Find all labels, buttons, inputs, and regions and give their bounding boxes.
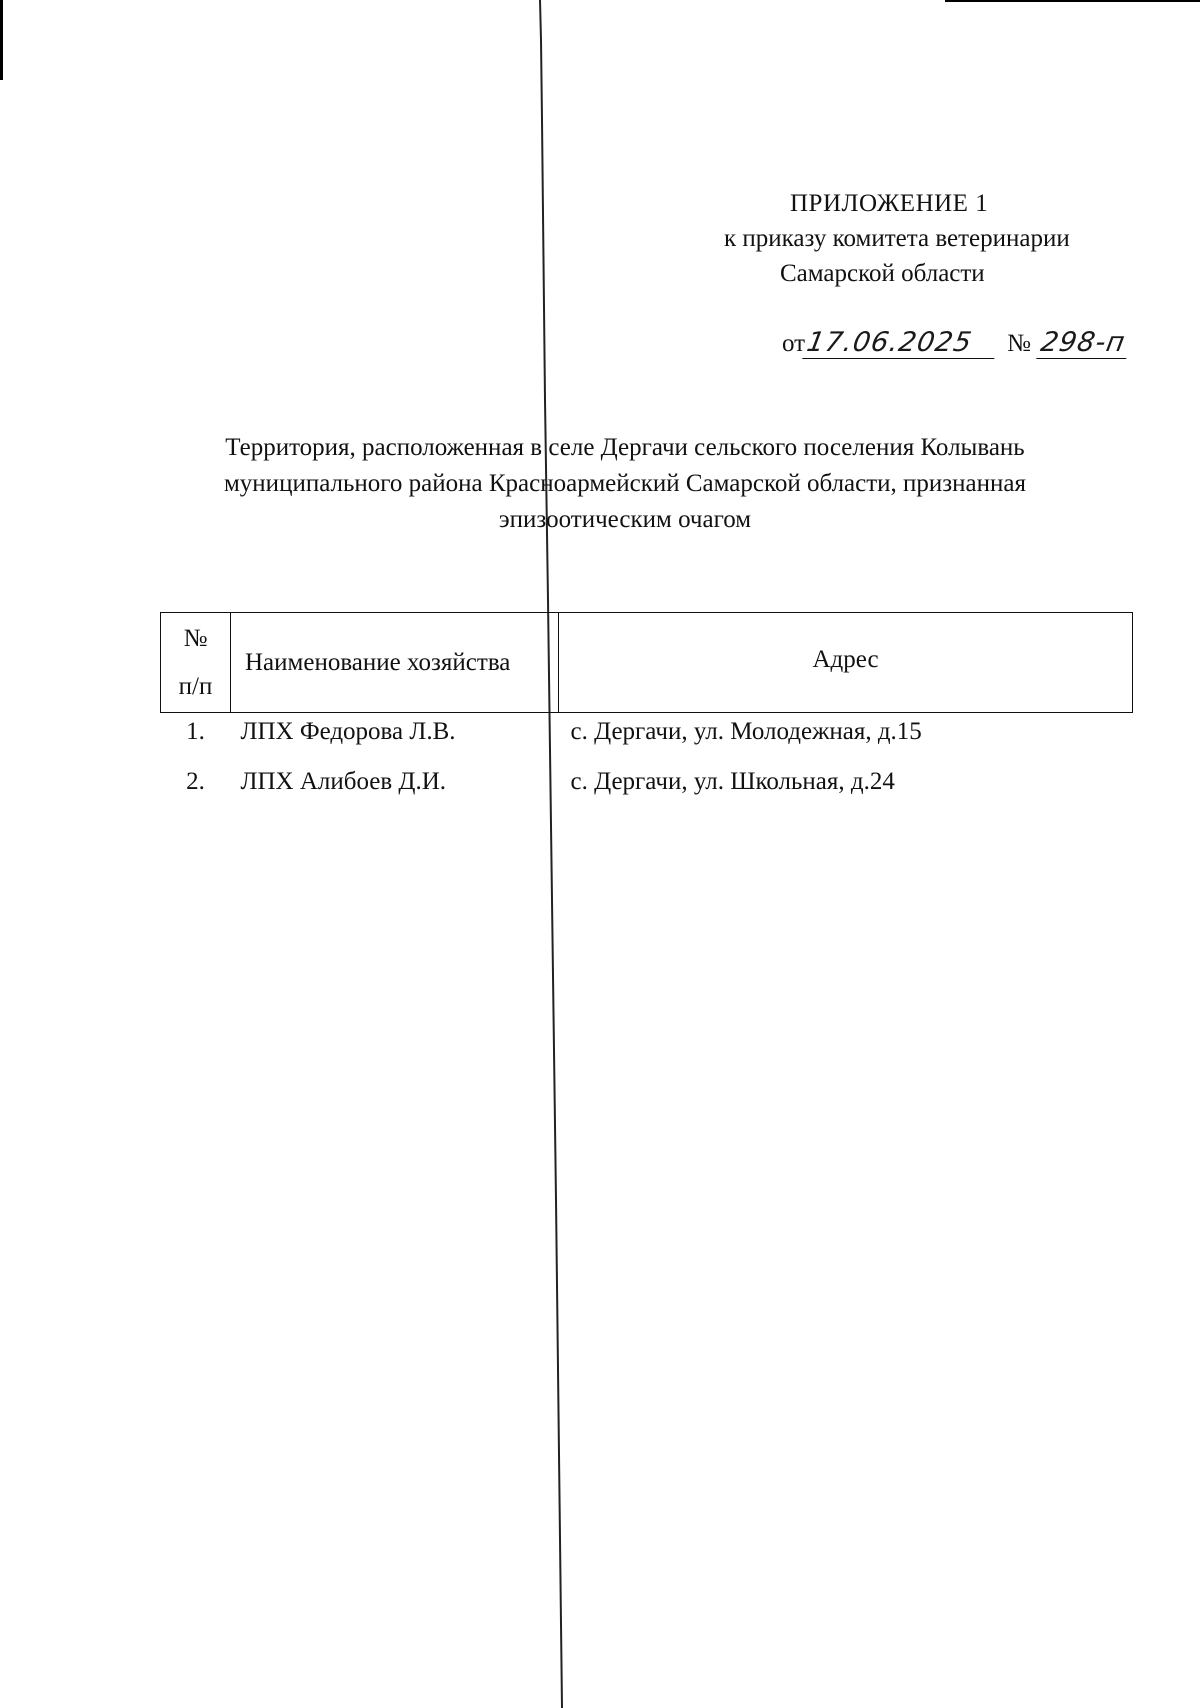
order-number: 298-п: [1036, 328, 1131, 359]
appendix-header: [690, 186, 1150, 291]
header-number: [161, 613, 231, 713]
row-address: с. Дергачи, ул. Школьная, д.24: [570, 767, 895, 795]
order-from-label: от: [782, 330, 806, 357]
row-address: с. Дергачи, ул. Молодежная, д.15: [570, 718, 922, 745]
header-number-pp: п/п: [178, 672, 213, 700]
title-line-1: Территория, расположенная в селе Дергачи сельского поселения Колывань: [225, 434, 1025, 461]
header-address: Адрес: [559, 613, 1133, 713]
appendix-title: ПРИЛОЖЕНИЕ 1: [790, 190, 989, 217]
row-number: 1.: [186, 718, 205, 745]
table-row: [161, 713, 1133, 763]
farms-table: [160, 612, 1133, 813]
header-number-sign: №: [183, 624, 208, 652]
document-title: [150, 430, 1100, 538]
order-date: 17.06.2025: [802, 328, 999, 359]
title-line-3: эпизоотическим очагом: [498, 506, 752, 533]
row-farm-name: ЛПХ Алибоев Д.И.: [240, 767, 447, 795]
header-farm-name: Наименование хозяйства: [231, 613, 559, 713]
row-number: 2.: [186, 767, 205, 795]
row-farm-name: ЛПХ Федорова Л.В.: [240, 718, 456, 745]
scan-top-mark: [945, 0, 1200, 2]
scan-edge-mark: [0, 0, 3, 80]
order-reference: [782, 326, 1129, 362]
title-line-2: муниципального района Красноармейский Самарской области, признанная: [223, 470, 1027, 497]
table-row: [161, 763, 1133, 813]
table-header-row: [161, 613, 1133, 713]
appendix-subtitle: к приказу комитета ветеринарии: [724, 225, 1070, 252]
order-number-sign: №: [1007, 330, 1031, 357]
appendix-region: Самарской области: [780, 260, 985, 287]
